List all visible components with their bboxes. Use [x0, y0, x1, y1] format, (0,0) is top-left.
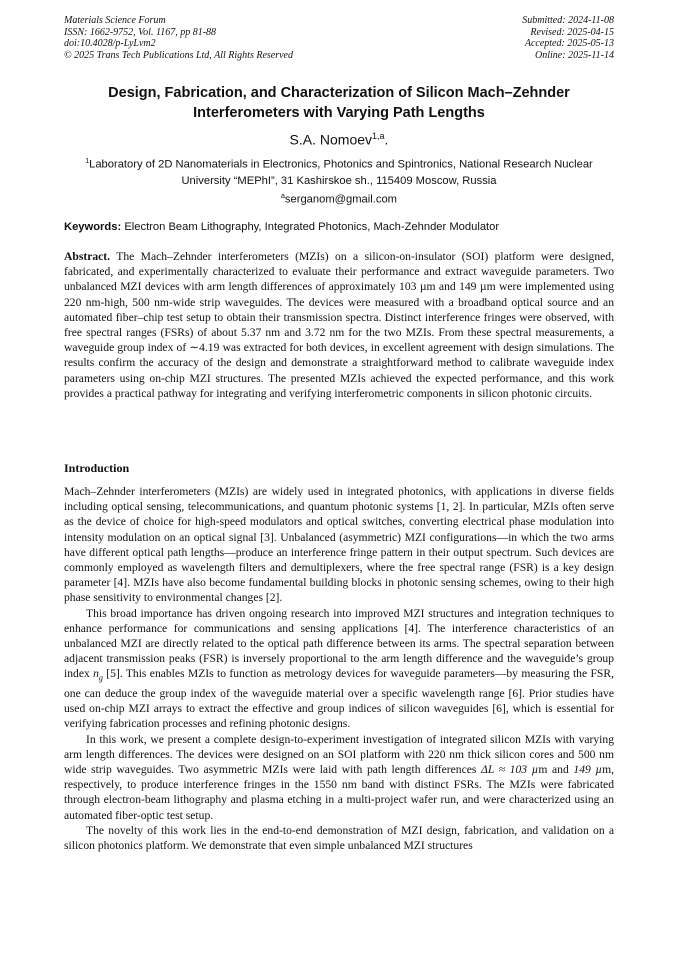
second-length-expression: 149 µ: [573, 762, 603, 776]
group-index-subscript: g: [98, 673, 103, 683]
intro-p2-text-a: This broad importance has driven ongoing research into improved MZI structures and integration techniques to enhance performance for communications and sensing applications [4]. The interference characteristics of an unbalanced MZI are directly related to the optical path difference between its arms. The spectral separation between adjacent transmission peaks (FSR) is inversely proportional to the arm length difference and the waveguide’s group index: [64, 606, 614, 681]
section-heading-introduction: Introduction: [64, 461, 130, 475]
intro-paragraph-1: Mach–Zehnder interferometers (MZIs) are widely used in integrated photonics, with applications in diverse fields including optical sensing, telecommunications, and quantum photonic systems [1, 2]. In particular, MZIs often serve as the device of choice for high-speed modulators and optical switches, converting electrical phase modulation into intensity modulation on an optical signal [3]. Unbalanced (asymmetric) MZI configurations—in which the two arms have different optical path lengths—produce an interference fringe pattern in their output spectrum. Such devices are commonly employed as wavelength filters and demultiplexers, where the free spectral range (FSR) is a key design parameter [4]. MZIs have also become fundamental building blocks in photonic sensing schemes, owing to their high phase sensitivity to environmental changes [2].: [64, 485, 614, 605]
issn: ISSN: 1662-9752, Vol. 1167, pp 81-88: [64, 26, 217, 38]
intro-paragraph-4: The novelty of this work lies in the end-to-end demonstration of MZI design, fabrication, and validation on a silicon photonics platform. We demonstrate that even simple unbalanced MZI structures: [64, 823, 614, 852]
introduction-body: [64, 484, 614, 853]
journal-name: Materials Science Forum: [64, 15, 166, 26]
abstract-label: Abstract.: [64, 250, 111, 263]
affiliation-superscript: 1: [85, 158, 90, 165]
author-trail: .: [384, 131, 389, 148]
email-superscript: a: [281, 193, 285, 200]
submitted-date: Submitted: 2024-11-08: [522, 15, 614, 26]
delta-l-expression: ΔL ≈ 103 µ: [481, 762, 539, 776]
intro-paragraph-3: [64, 732, 614, 823]
title-line-1: Design, Fabrication, and Characterization of Silicon Mach–Zehnder: [108, 85, 570, 101]
abstract-text: The Mach–Zehnder interferometers (MZIs) on a silicon-on-insulator (SOI) platform were designed, fabricated, and experimentally characterized to evaluate their performance and extract waveguide parameters. Two unbalanced MZI devices with arm length differences of approximately 103 µm and 149 µm were implemented using 220 nm-high, 500 nm-wide strip waveguides. The devices were measured with a broadband optical source and an automated fiber–chip test setup to obtain their transmission spectra. Distinct interference fringes were observed, with free spectral ranges (FSRs) of about 5.37 nm and 3.72 nm for the two MZIs. From these spectral measurements, a waveguide group index of ∼4.19 was extracted for both devices, in excellent agreement with design simulations. The results confirm the accuracy of the design and demonstrate a straightforward method to calibrate waveguide index parameters using on-chip MZI structures. The presented MZIs achieved the expected performance, and this work provides a practical pathway for integrating and verifying interferometric components in silicon photonic circuits.: [64, 250, 614, 400]
keywords-label: Keywords:: [64, 221, 122, 233]
abstract: [64, 249, 614, 401]
group-index-symbol: [93, 667, 103, 683]
revised-date: Revised: 2025-04-15: [530, 26, 614, 38]
publication-dates: [522, 15, 614, 61]
keywords: [64, 219, 614, 235]
copyright: © 2025 Trans Tech Publications Ltd, All Rights Reserved: [64, 49, 293, 61]
author-superscript: 1,a: [372, 131, 385, 141]
intro-p3-text-c: m, respectively, to produce interference fringes in the 1550 nm band with distinct FSRs. The MZIs were fabricated through electron-beam lithography and plasma etching in a multi-project wafer run, and were characterized using an automated fiber-optic test setup.: [64, 762, 615, 822]
paper-title: [64, 83, 614, 123]
author-email: [64, 190, 614, 207]
intro-p2-text-b: [5]. This enables MZIs to function as metrology devices for waveguide parameters—by measuring the FSR, one can deduce the group index of the waveguide material over a specific wavelength range [6]. Prior studies have used on-chip MZI arrays to extract the effective and group indices of silicon waveguides [6], which is essential for verifying fabrication processes and refining photonic designs.: [64, 667, 615, 731]
author-name: S.A. Nomoev: [289, 131, 373, 148]
intro-p3-text-b: m and: [538, 762, 569, 776]
doi: doi:10.4028/p-LyLvm2: [64, 38, 156, 49]
intro-paragraph-2: [64, 606, 614, 732]
intro-p3-text-a: In this work, we present a complete design-to-experiment investigation of integrated silicon MZIs with varying arm length differences. The devices were designed on an SOI platform with 220 nm thick silicon cores and 500 nm wide strip waveguides. Two asymmetric MZIs were laid with path length differences: [64, 732, 614, 776]
group-index-n: n: [93, 667, 99, 681]
affiliation-text: Laboratory of 2D Nanomaterials in Electronics, Photonics and Spintronics, National Research Nuclear University “MEPhI”, 31 Kashirskoe sh., 115409 Moscow, Russia: [89, 158, 593, 187]
email-address: serganom@gmail.com: [284, 193, 397, 206]
author-line: [64, 127, 614, 149]
online-date: Online: 2025-11-14: [535, 49, 614, 61]
affiliation: [64, 154, 614, 189]
journal-info: [64, 15, 293, 61]
accepted-date: Accepted: 2025-05-13: [524, 38, 614, 49]
title-line-2: Interferometers with Varying Path Lengths: [193, 105, 485, 121]
keywords-text: Electron Beam Lithography, Integrated Photonics, Mach-Zehnder Modulator: [124, 221, 500, 233]
